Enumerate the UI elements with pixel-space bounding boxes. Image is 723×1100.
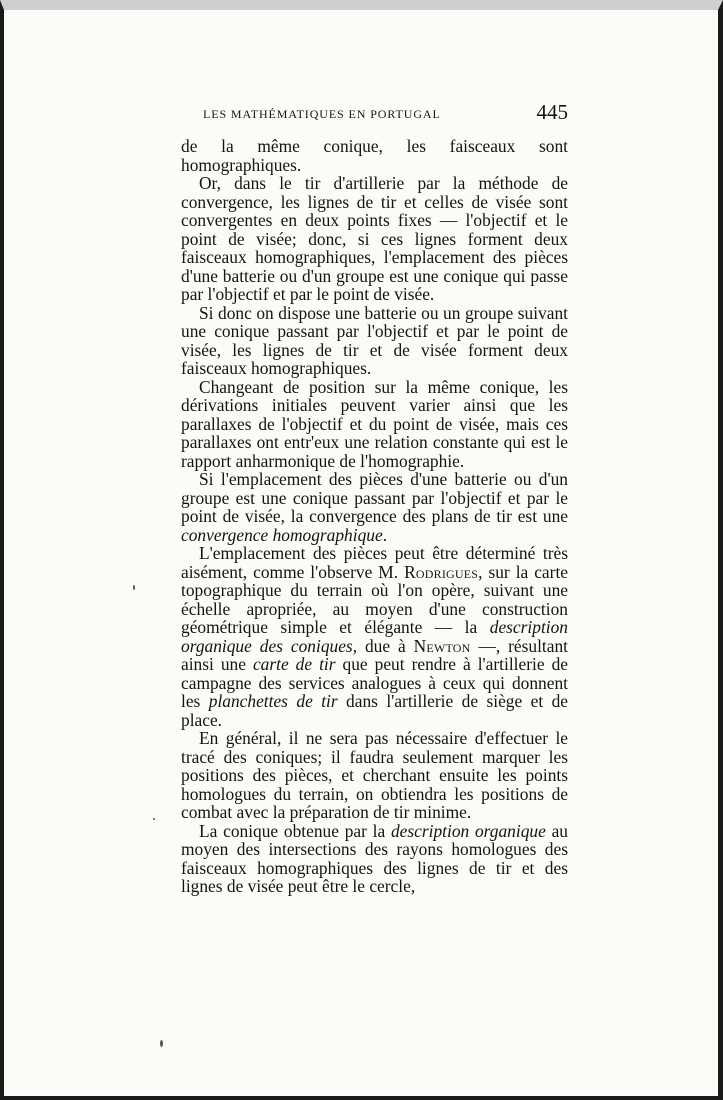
- text-run: , sur la carte topographique du terrain où l'on opère, suivant une échelle apropriée, au moyen d'une construction géométrique simple et élégante — la: [181, 561, 568, 637]
- paragraph: Or, dans le tir d'artillerie par la méthode de convergence, les lignes de tir et celles de visée sont convergentes en deux points fixes — l'objectif et le point de visée; donc, si ces lignes forment deux faisceaux homographiques, l'emplacement des pièces d'une batterie ou d'un groupe est une conique qui passe par l'objectif et par le point de visée.: [181, 173, 568, 304]
- text-run: —, résultant ainsi une: [181, 635, 568, 674]
- italic-term: planchettes de tir: [208, 691, 338, 711]
- paragraph: [181, 544, 568, 729]
- paragraph: Si donc on dispose une batterie ou un groupe suivant une conique passant par l'objectif et par le point de visée, les lignes de tir et de visée forment deux faisceaux homographiques.: [181, 302, 568, 378]
- paragraph: En général, il ne sera pas nécessaire d'effectuer le tracé des coniques; il faudra seulement marquer les positions des pièces, et cherchant ensuite les points homologues du terrain, on obtiendra les positions de combat avec la préparation de tir minime.: [181, 728, 568, 822]
- text-run: due à: [357, 635, 414, 656]
- author-name-newton: Newton: [413, 635, 471, 656]
- paragraph-continuation: de la même conique, les faisceaux sont homographiques.: [181, 136, 568, 175]
- running-title: LES MATHÉMATIQUES EN PORTUGAL: [203, 107, 441, 121]
- paragraph: Changeant de position sur la même conique, les dérivations initiales peuvent varier ainsi que les parallaxes de l'objectif et du point de visée, mais ces parallaxes ont entr'eux une relation constante qui est le rapport anharmonique de l'homographie.: [181, 376, 568, 471]
- page-header: [181, 100, 568, 130]
- italic-term: convergence homographique: [181, 524, 383, 545]
- text-run: que peut rendre à l'artillerie de campagne des services analogues à ceux qui donnent les: [181, 654, 568, 711]
- author-name-rodrigues: Rodrigues: [404, 561, 479, 582]
- text-run: au moyen des intersections des rayons homologues des faisceaux homographiques des lignes de tir et des lignes de visée peut être le cercle,: [181, 820, 568, 896]
- paragraph: [181, 822, 568, 896]
- italic-term: description organique: [390, 820, 546, 841]
- italic-term: description organique des coniques,: [181, 617, 568, 656]
- text-run: Si l'emplacement des pièces d'une batterie ou d'un groupe est une conique passant par l'objectif et par le point de visée, la convergence des plans de tir est une: [181, 469, 568, 526]
- text-run: L'emplacement des pièces peut être déterminé très aisément, comme l'observe M.: [181, 543, 568, 582]
- scan-speck: [160, 1040, 163, 1047]
- scan-speck: [153, 818, 155, 820]
- text-run: La conique obtenue par la: [199, 820, 391, 841]
- page-number: 445: [536, 100, 568, 124]
- text-run: .: [382, 524, 388, 545]
- body-text: [181, 137, 568, 896]
- paragraph: [181, 470, 568, 544]
- scan-speck: [133, 585, 135, 590]
- text-run: dans l'artillerie de siège et de place.: [181, 691, 569, 730]
- italic-term: carte de tir: [252, 654, 336, 674]
